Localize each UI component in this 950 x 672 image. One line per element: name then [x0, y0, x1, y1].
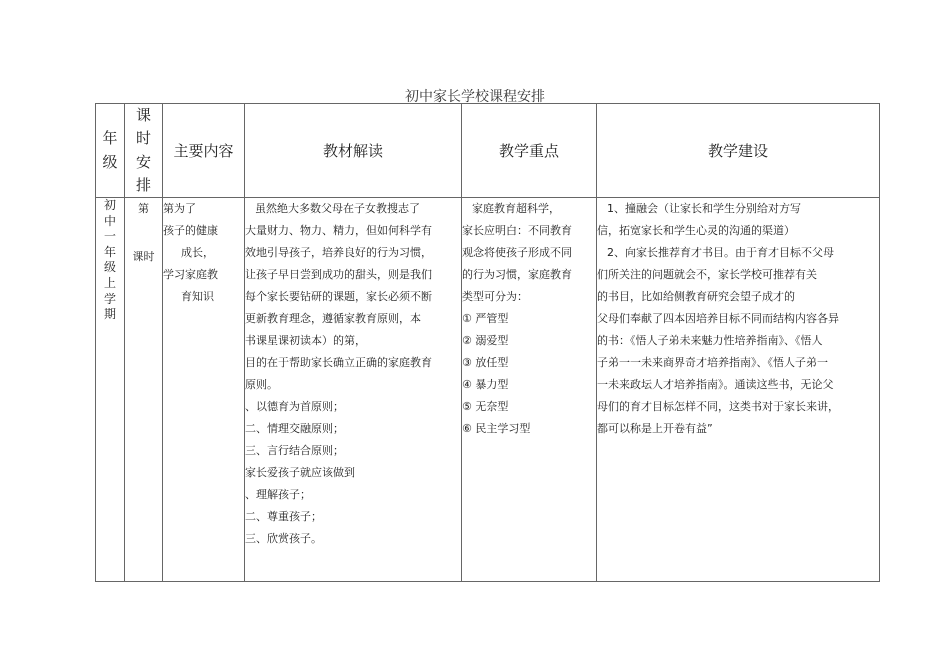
- header-row: [96, 104, 880, 198]
- material-cell: 虽然绝大多数父母在子女教搜志了 大量财力、物力、精力，但如何科学有 效地引导孩子，培养良好的行为习惯， 让孩子早日尝到成功的甜头，则是我们 每个家长要钻研的课题，家长必须不断 更新教育理念，遵循家教育原则，本 书课星课初读本）的第， 目的在于帮助家长确立正确的家庭教育 原则。 、以德育为首原则； 二、情理交融原则； 三、言行结合原则； 家长爱孩子就应该做到 、理解孩子； 二、尊重孩子； 三、欣赏孩子。: [245, 198, 462, 582]
- header-focus: 教学重点: [462, 104, 597, 198]
- header-content: 主要内容: [163, 104, 245, 198]
- course-schedule-table: [95, 103, 880, 582]
- grade-cell: 初中一年级上学期: [96, 198, 125, 582]
- advice-cell: 1、撞融会（让家长和学生分别给对方写 信，拓宽家长和学生心灵的沟通的渠道） 2、向家长推荐育才书目。由于育才目标不父母 们所关注的问题就会不，家长学校可推荐有关 的书目，比如给侧教育研究会望子成才的 父母们奉献了四本因培养目标不同而结构内容各异 的书：《悟人子弟未来魅力性培养指南》、《悟人 子弟一一未来商界奇才培养指南》、《悟人子弟一 一未来政坛人才培养指南》。通读这些书，无论父 母们的育才目标怎样不同，这类书对于家长来讲， 都可以称是上开卷有益”: [597, 198, 880, 582]
- header-lesson: 课时安排: [125, 104, 163, 198]
- content-cell: 第为了 孩子的健康 成长， 学习家庭教 育知识: [163, 198, 245, 582]
- page-title: 初中家长学校课程安排: [405, 89, 545, 105]
- header-grade: 年级: [96, 104, 125, 198]
- focus-cell: 家庭教育超科学， 家长应明白：不同教育 观念将使孩子形成不同 的行为习惯，家庭教育 类型可分为： ① 严管型 ② 溺爱型 ③ 放任型 ④ 暴力型 ⑤ 无奈型 ⑥ 民主学习型: [462, 198, 597, 582]
- table-row: [96, 198, 880, 582]
- header-material: 教材解读: [245, 104, 462, 198]
- lesson-cell: 第 课时: [125, 198, 163, 582]
- header-advice: 教学建设: [597, 104, 880, 198]
